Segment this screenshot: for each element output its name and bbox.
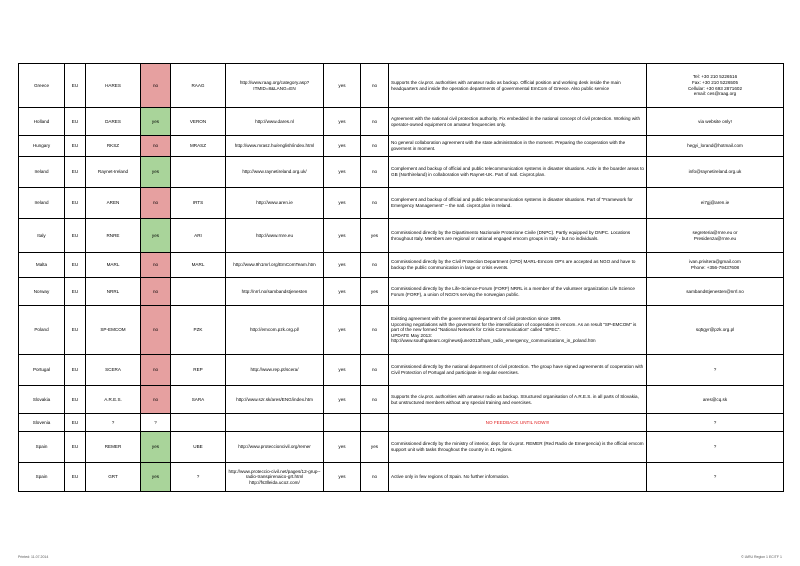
col-yes-no-1-cell: yes xyxy=(324,355,361,386)
member-status-cell: no xyxy=(141,136,171,157)
society-cell: Raynet-Ireland xyxy=(86,157,141,188)
region-cell: EU xyxy=(65,136,86,157)
society-cell: DARES xyxy=(86,108,141,136)
url-cell: http://www.raag.org/category.asp?ITMID=8&LANG=EN xyxy=(226,64,324,108)
url-cell: http://www.aren.ie xyxy=(226,188,324,219)
url-cell: http://www.szr.sk/ares/ENG/index.htm xyxy=(226,386,324,414)
organization-cell: ? xyxy=(171,463,226,492)
table-row xyxy=(19,253,784,278)
col-yes-no-2-cell: no xyxy=(361,253,389,278)
table-row xyxy=(19,188,784,219)
col-yes-no-1-cell: yes xyxy=(324,253,361,278)
organization-cell: IRTS xyxy=(171,188,226,219)
member-status-cell: yes xyxy=(141,463,171,492)
member-status-cell: no xyxy=(141,188,171,219)
organization-cell: VERON xyxy=(171,108,226,136)
remarks-cell: Supports the civ.prot. authorities with amateur radio as backup. Official position and working desk inside the main headquarters and inside the operation departments of governmental EmCom of Greece. Also public service xyxy=(389,64,647,108)
organization-cell: PZK xyxy=(171,306,226,355)
table-row xyxy=(19,136,784,157)
remarks-cell: NO FEEDBACK UNTIL NOW!!! xyxy=(389,414,647,432)
table-row xyxy=(19,278,784,306)
contact-cell: ares@cq.sk xyxy=(647,386,784,414)
contact-cell: sq5gyr@pzk.org.pl xyxy=(647,306,784,355)
table-row xyxy=(19,108,784,136)
col-yes-no-1-cell: yes xyxy=(324,219,361,253)
society-cell: A.R.E.S. xyxy=(86,386,141,414)
col-yes-no-1-cell: yes xyxy=(324,136,361,157)
country-cell: Hungary xyxy=(19,136,65,157)
contact-cell: sambandstjenesten@nrrl.no xyxy=(647,278,784,306)
member-status-cell: no xyxy=(141,253,171,278)
col-yes-no-1-cell: yes xyxy=(324,108,361,136)
table-row xyxy=(19,306,784,355)
remarks-cell: Complement and backup of official and public telecommunication systems in disaster situations. Activ in the boarder areas to GB (Northireland) in collaboration with Raynet-UK. Part of natl. Civprot.plan. xyxy=(389,157,647,188)
organization-cell: REP xyxy=(171,355,226,386)
col-yes-no-2-cell: yes xyxy=(361,432,389,463)
region-cell: EU xyxy=(65,278,86,306)
contact-cell: ? xyxy=(647,355,784,386)
url-cell: http://www.9h1mrl.org/EmComTeam.htm xyxy=(226,253,324,278)
society-cell: AREN xyxy=(86,188,141,219)
member-status-cell: yes xyxy=(141,157,171,188)
member-status-cell: no xyxy=(141,278,171,306)
country-cell: Portugal xyxy=(19,355,65,386)
url-cell: http://nrrl.no/sambandstjenesten xyxy=(226,278,324,306)
society-cell: RNRE xyxy=(86,219,141,253)
member-status-cell: no xyxy=(141,64,171,108)
remarks-cell: Commissioned directly by the ministry of interior, dept. for civ.prot. REMER (Red Radio de Emergencia) is the official emcom support unit with tasks throughout the country in 41 regions. xyxy=(389,432,647,463)
col-yes-no-1-cell: yes xyxy=(324,278,361,306)
col-yes-no-2-cell: yes xyxy=(361,278,389,306)
footer-print-date: Printed: 11.07.2014 xyxy=(18,555,49,559)
remarks-cell: Commissioned directly by the Life-Science-Forum (FORF) NRRL is a member of the volunteer organization Life Science Forum (FORF), a union of NGO's serving the norwegian public. xyxy=(389,278,647,306)
country-cell: Spain xyxy=(19,432,65,463)
society-cell: RKSZ xyxy=(86,136,141,157)
table-row xyxy=(19,414,784,432)
organization-cell: MARL xyxy=(171,253,226,278)
organization-cell xyxy=(171,157,226,188)
remarks-cell: Complement and backup of official and public telecommunication systems in disaster situations. Part of "Framework for Emergency Management" – the natl. civprot.plan in Ireland. xyxy=(389,188,647,219)
col-yes-no-2-cell xyxy=(361,414,389,432)
col-yes-no-1-cell: yes xyxy=(324,64,361,108)
url-cell: http://www.proteccioncivil.org/remer xyxy=(226,432,324,463)
table-row xyxy=(19,219,784,253)
remarks-cell: Agreement with the national civil protection authority. Fix embedded in the national concept of civil protection. Working with operator-owned equipment on amateur frequencies only. xyxy=(389,108,647,136)
contact-cell: hegyi_lorand@hotmail.com xyxy=(647,136,784,157)
country-cell: Norway xyxy=(19,278,65,306)
col-yes-no-2-cell: no xyxy=(361,136,389,157)
col-yes-no-1-cell: yes xyxy=(324,157,361,188)
table-row xyxy=(19,157,784,188)
region-cell: EU xyxy=(65,386,86,414)
contact-cell: via website only! xyxy=(647,108,784,136)
country-cell: Malta xyxy=(19,253,65,278)
region-cell: EU xyxy=(65,64,86,108)
remarks-cell: Supports the civ.prot. authorities with amateur radio as backup. Structured organisation of A.R.E.S. in all parts of Slovakia, but unstructured members without any special training and exercises. xyxy=(389,386,647,414)
country-cell: Slovakia xyxy=(19,386,65,414)
member-status-cell: yes xyxy=(141,432,171,463)
table-row xyxy=(19,64,784,108)
url-cell: http://www.dares.nl xyxy=(226,108,324,136)
col-yes-no-1-cell: yes xyxy=(324,386,361,414)
table-row xyxy=(19,463,784,492)
member-status-cell: no xyxy=(141,306,171,355)
emcom-table xyxy=(18,63,784,492)
footer-copyright: © IARU Region 1 EC/TF 1 xyxy=(741,555,782,559)
contact-cell: ? xyxy=(647,414,784,432)
remarks-cell: No general collaboration agreement with the state administration in the moment. Preparing the cooperation with the governent in moment. xyxy=(389,136,647,157)
col-yes-no-2-cell: no xyxy=(361,64,389,108)
member-status-cell: yes xyxy=(141,108,171,136)
table-row xyxy=(19,355,784,386)
table-row xyxy=(19,386,784,414)
url-cell xyxy=(226,414,324,432)
remarks-cell: Commissioned directly by the Dipartimento Nazionale Protezione Civile (DNPC). Partly equipped by DNPC. Locations throughout Italy. Members are regional or national engaged emcom groups in Italy - but no individuals. xyxy=(389,219,647,253)
url-cell: http://www.proteccio-civil.net/pages/12-grup--radio-transpirenaico-grt.html http://fs3lleida.ucoz.com/ xyxy=(226,463,324,492)
url-cell: http://emcom.pzk.org.pl/ xyxy=(226,306,324,355)
organization-cell: ARI xyxy=(171,219,226,253)
url-cell: http://www.raynetireland.org.uk/ xyxy=(226,157,324,188)
organization-cell: MRASZ xyxy=(171,136,226,157)
remarks-cell: Active only in few regions of Spain. No further information. xyxy=(389,463,647,492)
col-yes-no-2-cell: no xyxy=(361,157,389,188)
remarks-cell: Existing agreement with the governmental department of civil protection since 1999. Upcoming negotiations with the government for the intensification of cooperation in emcom. As an result "SP-EMCOM" is part of the new formed "National Network for Crisis Communication" called "SPEC". UPDATE May 2013: http://www.southgatearc.org/news/june2013/ham_radio_emergency_communications_in_poland.htm xyxy=(389,306,647,355)
society-cell: REMER xyxy=(86,432,141,463)
remarks-cell: Commissioned directly by the national department of civil protection. The group have signed agreements of cooperation with Civil Protection of Portugal and participate in regular exercises. xyxy=(389,355,647,386)
society-cell: ? xyxy=(86,414,141,432)
contact-cell: ? xyxy=(647,463,784,492)
col-yes-no-1-cell: yes xyxy=(324,306,361,355)
col-yes-no-1-cell: yes xyxy=(324,463,361,492)
col-yes-no-2-cell: no xyxy=(361,188,389,219)
region-cell: EU xyxy=(65,219,86,253)
region-cell: EU xyxy=(65,463,86,492)
contact-cell: segreteria@rnre.eu or Presidenza@rnre.eu xyxy=(647,219,784,253)
region-cell: EU xyxy=(65,414,86,432)
col-yes-no-2-cell: no xyxy=(361,355,389,386)
country-cell: Greece xyxy=(19,64,65,108)
region-cell: EU xyxy=(65,108,86,136)
url-cell: http://www.mrasz.hu/english/index.html xyxy=(226,136,324,157)
region-cell: EU xyxy=(65,253,86,278)
society-cell: SP-EMCOM xyxy=(86,306,141,355)
region-cell: EU xyxy=(65,432,86,463)
society-cell: SCERA xyxy=(86,355,141,386)
member-status-cell: yes xyxy=(141,219,171,253)
remarks-cell: Commissioned directly by the Civil Protection Department (CPD) MARL-Emcom OP's are accepted as NGO and have to backup the public communication in large or crisis events. xyxy=(389,253,647,278)
url-cell: http://www.rep.pt/scera/ xyxy=(226,355,324,386)
contact-cell: info@raynetireland.org.uk xyxy=(647,157,784,188)
society-cell: GRT xyxy=(86,463,141,492)
region-cell: EU xyxy=(65,306,86,355)
country-cell: Poland xyxy=(19,306,65,355)
col-yes-no-1-cell: yes xyxy=(324,188,361,219)
region-cell: EU xyxy=(65,355,86,386)
society-cell: NRRL xyxy=(86,278,141,306)
society-cell: MARL xyxy=(86,253,141,278)
society-cell: HARES xyxy=(86,64,141,108)
member-status-cell: ? xyxy=(141,414,171,432)
col-yes-no-2-cell: yes xyxy=(361,219,389,253)
col-yes-no-1-cell xyxy=(324,414,361,432)
col-yes-no-2-cell: no xyxy=(361,386,389,414)
table-row xyxy=(19,432,784,463)
country-cell: Holland xyxy=(19,108,65,136)
country-cell: Italy xyxy=(19,219,65,253)
col-yes-no-1-cell: yes xyxy=(324,432,361,463)
organization-cell: SARA xyxy=(171,386,226,414)
country-cell: Ireland xyxy=(19,157,65,188)
country-cell: Spain xyxy=(19,463,65,492)
country-cell: Slovenia xyxy=(19,414,65,432)
organization-cell xyxy=(171,278,226,306)
organization-cell: RAAG xyxy=(171,64,226,108)
contact-cell: Tel: +30 210 5226516 Fax: +30 210 5226505 Cellular: +30 693 2871602 email: ces@raag.org xyxy=(647,64,784,108)
organization-cell: UBE xyxy=(171,432,226,463)
url-cell: http://www.rnre.eu xyxy=(226,219,324,253)
member-status-cell: no xyxy=(141,355,171,386)
organization-cell xyxy=(171,414,226,432)
contact-cell: ei7gj@aren.ie xyxy=(647,188,784,219)
country-cell: Ireland xyxy=(19,188,65,219)
member-status-cell: no xyxy=(141,386,171,414)
region-cell: EU xyxy=(65,188,86,219)
col-yes-no-2-cell: no xyxy=(361,306,389,355)
contact-cell: ? xyxy=(647,432,784,463)
contact-cell: ivan.privitera@gmail.com Phone: +356-79437608 xyxy=(647,253,784,278)
col-yes-no-2-cell: no xyxy=(361,463,389,492)
col-yes-no-2-cell: no xyxy=(361,108,389,136)
region-cell: EU xyxy=(65,157,86,188)
